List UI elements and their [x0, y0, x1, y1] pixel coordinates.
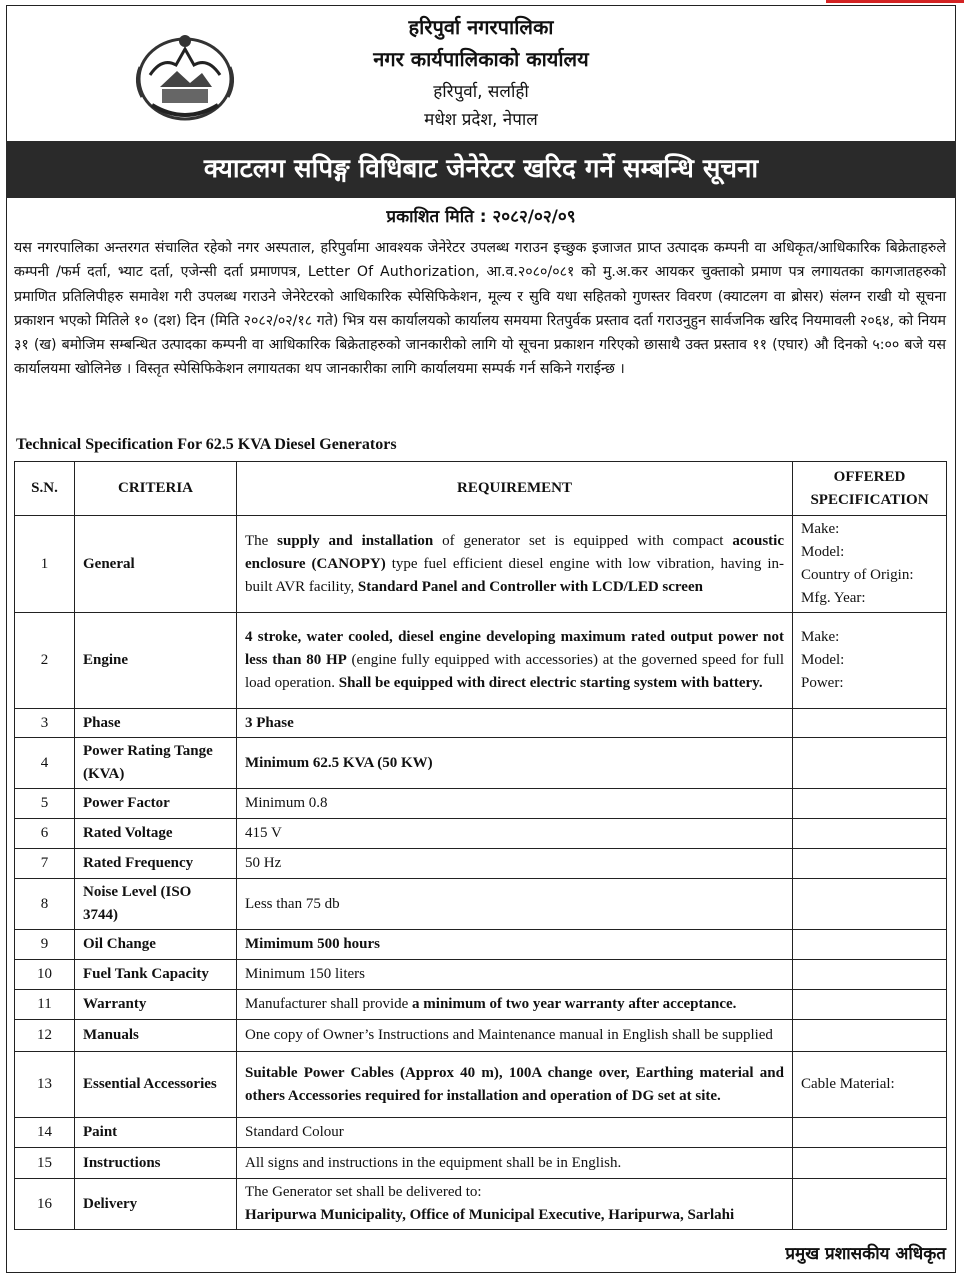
row-sn: 1	[15, 516, 75, 613]
spec-table	[14, 461, 947, 1230]
row-sn: 7	[15, 849, 75, 879]
row-criteria: General	[75, 516, 237, 613]
row-requirement	[237, 516, 793, 613]
notice-title: क्याटलग सपिङ्ग विधिबाट जेनेरेटर खरिद गर्ने सम्बन्धि सूचना	[6, 141, 956, 198]
requirement-text: 3 Phase	[245, 714, 294, 731]
row-requirement	[237, 1179, 793, 1230]
row-offered	[793, 613, 947, 709]
offered-field-label: Mfg. Year:	[801, 590, 866, 606]
requirement-text: acoustic enclosure (CANOPY)	[245, 532, 784, 572]
table-row	[15, 1020, 947, 1052]
table-row	[15, 1052, 947, 1118]
row-requirement	[237, 789, 793, 819]
row-sn: 10	[15, 960, 75, 990]
table-row	[15, 930, 947, 960]
notice-header	[6, 5, 956, 141]
offered-field-label: Power:	[801, 675, 844, 691]
row-criteria: Rated Frequency	[75, 849, 237, 879]
table-row	[15, 879, 947, 930]
offered-field-label: Make:	[801, 629, 840, 645]
requirement-text: (engine fully equipped with accessories) at the governed speed for full load operation.	[245, 652, 784, 691]
row-offered	[793, 1179, 947, 1230]
row-requirement	[237, 819, 793, 849]
municipality-name: हरिपुर्वा नगरपालिका	[408, 15, 554, 39]
row-requirement	[237, 1118, 793, 1148]
offered-field-label: Model:	[801, 544, 845, 560]
row-requirement	[237, 1020, 793, 1052]
row-requirement	[237, 930, 793, 960]
office-name: नगर कार्यपालिकाको कार्यालय	[373, 47, 589, 71]
row-sn: 2	[15, 613, 75, 709]
row-sn: 13	[15, 1052, 75, 1118]
requirement-text: a minimum of two year warranty after acceptance.	[412, 996, 737, 1012]
row-requirement	[237, 879, 793, 930]
table-row	[15, 1179, 947, 1230]
requirement-text: 4 stroke, water cooled, diesel engine developing maximum rated output power not less than 80 HP	[245, 629, 784, 668]
row-offered	[793, 849, 947, 879]
row-requirement	[237, 738, 793, 789]
requirement-text: supply and installation	[277, 532, 434, 549]
requirement-text: Minimum 150 liters	[245, 966, 365, 982]
row-sn: 12	[15, 1020, 75, 1052]
row-requirement	[237, 709, 793, 738]
requirement-text: Minimum 62.5 KVA (50 KW)	[245, 754, 433, 771]
row-criteria: Oil Change	[75, 930, 237, 960]
row-criteria: Essential Accessories	[75, 1052, 237, 1118]
office-location: हरिपुर्वा, सर्लाही	[433, 82, 529, 102]
table-row	[15, 819, 947, 849]
row-criteria: Noise Level (ISO 3744)	[75, 879, 237, 930]
requirement-text: Manufacturer shall provide	[245, 996, 413, 1012]
row-sn: 16	[15, 1179, 75, 1230]
published-date: प्रकाशित मिति : २०८२/०२/०९	[386, 207, 576, 227]
requirement-text: One copy of Owner’s Instructions and Maintenance manual in English shall be supplied	[245, 1027, 773, 1043]
header-offered: OFFERED SPECIFICATION	[793, 462, 947, 516]
row-sn: 15	[15, 1148, 75, 1179]
row-criteria: Paint	[75, 1118, 237, 1148]
row-requirement	[237, 960, 793, 990]
table-header-row	[15, 462, 947, 516]
row-criteria: Fuel Tank Capacity	[75, 960, 237, 990]
header-criteria: CRITERIA	[75, 462, 237, 516]
table-row	[15, 738, 947, 789]
requirement-text: Suitable Power Cables (Approx 40 m), 100A change over, Earthing material and others Accessories required for installation and operation of DG set at site.	[245, 1064, 784, 1104]
row-criteria: Power Factor	[75, 789, 237, 819]
notice-body: यस नगरपालिका अन्तरगत संचालित रहेको नगर अस्पताल, हरिपुर्वामा आवश्यक जेनेरेटर उपलब्ध गराउन इच्छुक इजाजत प्राप्त उत्पादक कम्पनी वा अधिकृत/आधिकारिक बिक्रेताहरुले कम्पनी /फर्म दर्ता, भ्याट दर्ता, एजेन्सी दर्ता प्रमाणपत्र, Letter Of Authorization, आ.व.२०८०/०८१ को मु.अ.कर आयकर चुक्ताको प्रमाण पत्र लगायतका कागजातहरुको प्रमाणित प्रतिलिपीहरु समावेश गरी उपलब्ध गराउने जेनेरेटरको आधिकारिक स्पेसिफिकेशन, मूल्य र सुवि यधा सहितको गुणस्तर विवरण (क्याटलग वा ब्रोसर) संलग्न राखी यो सूचना प्रकाशन भएको मितिले १० (दश) दिन (मिति २०८२/०२/१८ गते) भित्र यस कार्यालयको कार्यालय समयमा रितपुर्वक प्रस्ताव दर्ता गराउनुहुन सार्वजनिक खरिद नियमावली २०६४, को नियम ३१ (ख) बमोजिम सम्बन्धित उत्पादका कम्पनी वा आधिकारिक बिक्रेताहरुको जानकारीको लागि यो सूचना प्रकाशन गरिएको छासाथै उक्त प्रस्ताव ११ (एघार) औ दिनको ५:०० बजे यस कार्यालयमा खोलिनेछ । विस्तृत स्पेसिफिकेशन लगायतका थप जानकारीका लागि कार्यालयमा सम्पर्क गर्न सकिने गराईन्छ ।	[14, 240, 946, 378]
row-sn: 3	[15, 709, 75, 738]
row-criteria: Rated Voltage	[75, 819, 237, 849]
top-accent-line	[826, 0, 964, 3]
row-offered	[793, 1020, 947, 1052]
signatory: प्रमुख प्रशासकीय अधिकृत	[785, 1244, 946, 1264]
offered-field-label: Model:	[801, 652, 845, 668]
row-offered	[793, 879, 947, 930]
requirement-text: type fuel efficient diesel engine with low vibration, having in-built AVR facility,	[245, 555, 785, 595]
row-offered	[793, 516, 947, 613]
row-sn: 8	[15, 879, 75, 930]
row-offered	[793, 1118, 947, 1148]
table-row	[15, 960, 947, 990]
requirement-text: All signs and instructions in the equipment shall be in English.	[245, 1154, 622, 1171]
requirement-text: Minimum 0.8	[245, 795, 328, 811]
offered-field-label: Country of Origin:	[801, 567, 914, 583]
row-offered	[793, 990, 947, 1020]
row-requirement	[237, 849, 793, 879]
row-sn: 11	[15, 990, 75, 1020]
requirement-text: Standard Colour	[245, 1124, 344, 1140]
requirement-text: Mimimum 500 hours	[245, 936, 380, 952]
row-offered	[793, 1052, 947, 1118]
province-country: मधेश प्रदेश, नेपाल	[424, 110, 538, 130]
table-row	[15, 709, 947, 738]
row-criteria: Delivery	[75, 1179, 237, 1230]
row-offered	[793, 789, 947, 819]
row-sn: 4	[15, 738, 75, 789]
row-criteria: Warranty	[75, 990, 237, 1020]
spec-title: Technical Specification For 62.5 KVA Diesel Generators	[16, 436, 397, 453]
requirement-text: Standard Panel and Controller with LCD/LED screen	[357, 578, 703, 595]
row-offered	[793, 960, 947, 990]
requirement-text: Less than 75 db	[245, 895, 340, 912]
requirement-text: The	[245, 532, 278, 549]
row-criteria: Phase	[75, 709, 237, 738]
requirement-text: 50 Hz	[245, 855, 282, 871]
row-criteria: Power Rating Tange (KVA)	[75, 738, 237, 789]
table-row	[15, 1148, 947, 1179]
offered-field-label: Make:	[801, 521, 840, 537]
table-row	[15, 613, 947, 709]
row-offered	[793, 738, 947, 789]
row-criteria: Instructions	[75, 1148, 237, 1179]
requirement-text: 415 V	[245, 825, 282, 841]
row-criteria: Engine	[75, 613, 237, 709]
row-sn: 14	[15, 1118, 75, 1148]
row-offered	[793, 930, 947, 960]
table-row	[15, 516, 947, 613]
row-offered	[793, 1148, 947, 1179]
row-offered	[793, 709, 947, 738]
row-sn: 5	[15, 789, 75, 819]
row-requirement	[237, 1052, 793, 1118]
row-sn: 6	[15, 819, 75, 849]
requirement-text: of generator set is equipped with compact	[433, 532, 733, 549]
row-offered	[793, 819, 947, 849]
requirement-text: The Generator set shall be delivered to:	[245, 1184, 482, 1200]
row-requirement	[237, 1148, 793, 1179]
header-sn: S.N.	[15, 462, 75, 516]
requirement-text: Haripurwa Municipality, Office of Municipal Executive, Haripurwa, Sarlahi	[245, 1207, 735, 1223]
offered-field-label: Cable Material:	[801, 1076, 895, 1092]
header-requirement: REQUIREMENT	[237, 462, 793, 516]
row-requirement	[237, 613, 793, 709]
table-row	[15, 990, 947, 1020]
table-row	[15, 1118, 947, 1148]
requirement-text: Shall be equipped with direct electric starting system with battery.	[338, 675, 763, 691]
row-sn: 9	[15, 930, 75, 960]
table-row	[15, 849, 947, 879]
table-row	[15, 789, 947, 819]
row-requirement	[237, 990, 793, 1020]
row-criteria: Manuals	[75, 1020, 237, 1052]
